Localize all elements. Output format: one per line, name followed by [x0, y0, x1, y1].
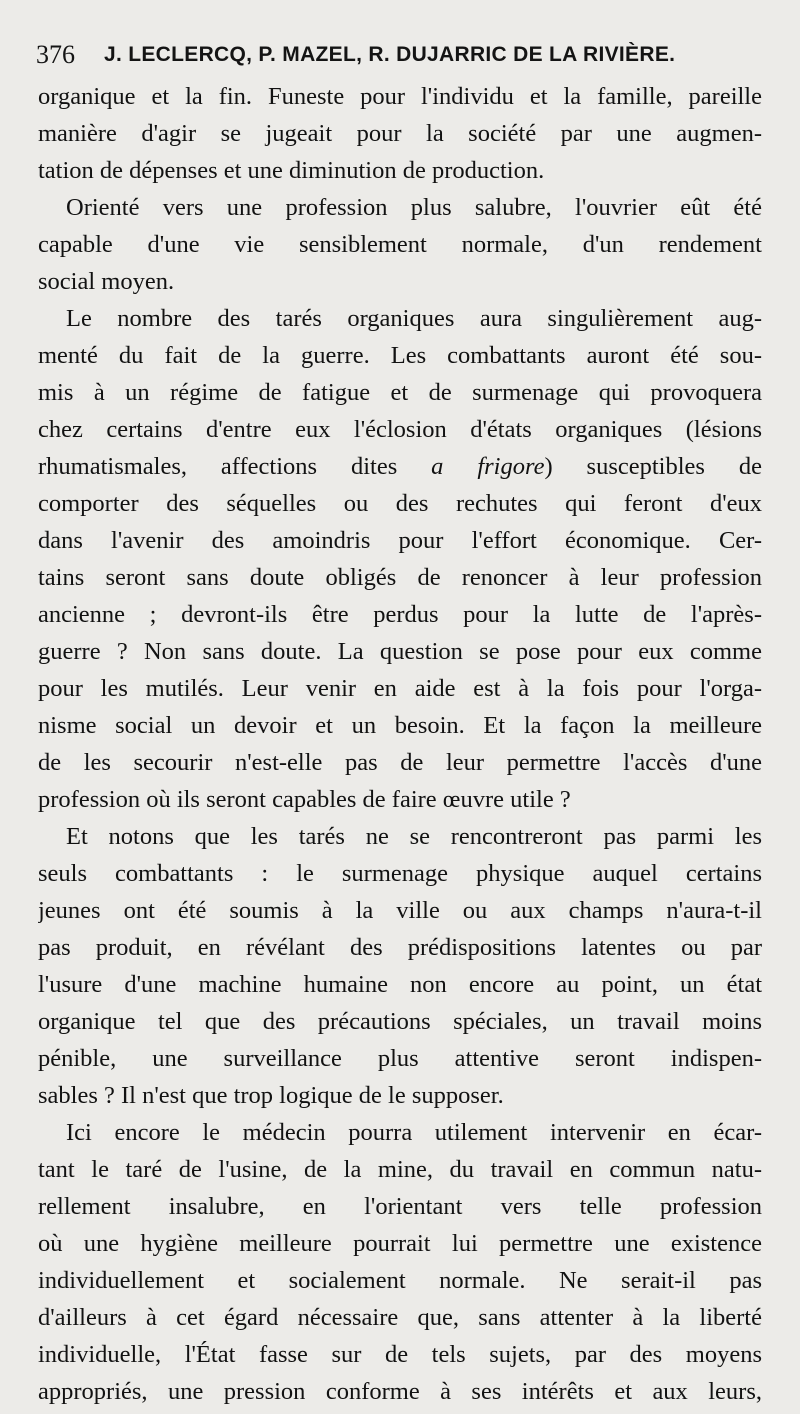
text-line: appropriés, une pression conforme à ses intérêts et aux leurs, — [38, 1378, 762, 1405]
body-text — [38, 78, 762, 1410]
text-span: ) susceptibles de — [544, 453, 762, 480]
page-number: 376 — [36, 40, 75, 69]
paragraph — [38, 78, 762, 189]
running-head: J. LECLERCQ, P. MAZEL, R. DUJARRIC DE LA RIVIÈRE. — [104, 43, 676, 66]
text-line: Orienté vers une profession plus salubre, l'ouvrier eût été — [66, 194, 762, 221]
text-line: tation de dépenses et une diminution de production. — [38, 157, 545, 184]
text-line: chez certains d'entre eux l'éclosion d'états organiques (lésions — [38, 416, 762, 443]
text-line: de les secourir n'est-elle pas de leur permettre l'accès d'une — [38, 749, 762, 776]
text-line: rellement insalubre, en l'orientant vers telle profession — [38, 1193, 762, 1220]
text-line: social moyen. — [38, 268, 175, 295]
text-line: menté du fait de la guerre. Les combattants auront été sou- — [38, 342, 762, 369]
text-line: mis à un régime de fatigue et de surmenage qui provoquera — [38, 379, 762, 406]
text-line: individuelle, l'État fasse sur de tels sujets, par des moyens — [38, 1341, 762, 1368]
text-line: dans l'avenir des amoindris pour l'effort économique. Cer- — [38, 527, 762, 554]
text-line: individuellement et socialement normale. Ne serait-il pas — [38, 1267, 762, 1294]
text-line: où une hygiène meilleure pourrait lui permettre une existence — [38, 1230, 762, 1257]
text-line: comporter des séquelles ou des rechutes qui feront d'eux — [38, 490, 762, 517]
text-line: tains seront sans doute obligés de renoncer à leur profession — [38, 564, 762, 591]
text-line: Le nombre des tarés organiques aura singulièrement aug- — [66, 305, 762, 332]
paragraph — [38, 1114, 762, 1410]
text-line: ancienne ; devront-ils être perdus pour la lutte de l'après- — [38, 601, 762, 628]
paragraph — [38, 189, 762, 300]
text-line: Et notons que les tarés ne se rencontreront pas parmi les — [66, 823, 762, 850]
text-line: manière d'agir se jugeait pour la société par une augmen- — [38, 120, 762, 147]
text-line: pénible, une surveillance plus attentive seront indispen- — [38, 1045, 762, 1072]
text-line: pour les mutilés. Leur venir en aide est à la fois pour l'orga- — [38, 675, 762, 702]
text-line: sables ? Il n'est que trop logique de le supposer. — [38, 1082, 504, 1109]
text-line: l'usure d'une machine humaine non encore au point, un état — [38, 971, 762, 998]
paragraph — [38, 818, 762, 1114]
text-line: organique et la fin. Funeste pour l'individu et la famille, pareille — [38, 83, 762, 110]
text-line: Ici encore le médecin pourra utilement intervenir en écar- — [66, 1119, 762, 1146]
text-line: guerre ? Non sans doute. La question se pose pour eux comme — [38, 638, 762, 665]
text-line: tant le taré de l'usine, de la mine, du travail en commun natu- — [38, 1156, 762, 1183]
text-line: seuls combattants : le surmenage physique auquel certains — [38, 860, 762, 887]
page-header — [36, 38, 762, 72]
text-span: rhumatismales, affections dites — [38, 453, 432, 480]
text-line: jeunes ont été soumis à la ville ou aux champs n'aura-t-il — [38, 897, 762, 924]
paragraph — [38, 300, 762, 818]
text-line: capable d'une vie sensiblement normale, d'un rendement — [38, 231, 762, 258]
text-line: nisme social un devoir et un besoin. Et la façon la meilleure — [38, 712, 762, 739]
text-line: profession où ils seront capables de faire œuvre utile ? — [38, 786, 571, 813]
text-line: d'ailleurs à cet égard nécessaire que, sans attenter à la liberté — [38, 1304, 762, 1331]
italic-term: a frigore — [431, 453, 545, 480]
text-line-with-italic — [38, 448, 762, 485]
text-line: pas produit, en révélant des prédispositions latentes ou par — [38, 934, 762, 961]
text-line: organique tel que des précautions spéciales, un travail moins — [38, 1008, 762, 1035]
